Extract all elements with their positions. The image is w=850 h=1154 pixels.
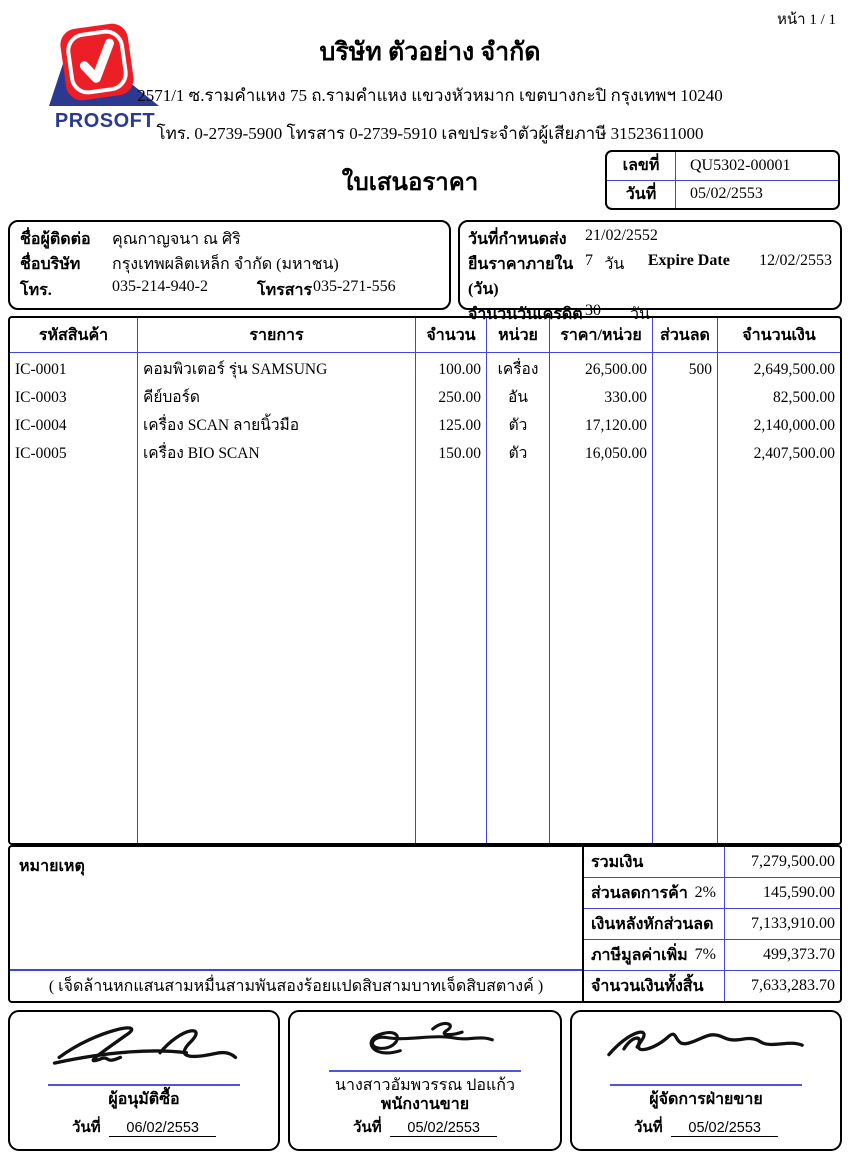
sales-manager-signature-icon	[591, 1015, 821, 1081]
column-qty	[416, 353, 487, 843]
item-price: 17,120.00	[585, 417, 647, 434]
signature-rule-line	[610, 1084, 802, 1087]
logo-wordmark: PROSOFT	[54, 110, 156, 132]
column-code	[10, 353, 138, 843]
item-code: IC-0003	[15, 389, 67, 406]
customer-company-value: กรุงเทพผลิตเหล็ก จำกัด (มหาชน)	[112, 256, 339, 274]
item-price: 26,500.00	[585, 361, 647, 378]
notes-area	[10, 847, 582, 1001]
item-unit: เครื่อง	[497, 361, 539, 378]
approver-signature-icon	[39, 1015, 249, 1081]
credit-days-label: จำนวนวันเครดิต	[468, 306, 583, 323]
document-number-value: QU5302-00001	[690, 156, 791, 174]
column-discount	[653, 353, 718, 843]
delivery-date-value: 21/02/2552	[585, 227, 658, 244]
terms-info-box	[458, 220, 842, 323]
amount-in-words: ( เจ็ดล้านหกแสนสามหมื่นสามพันสองร้อยแปดสิบสามบาทเจ็ดสิบสตางค์ )	[10, 969, 582, 1001]
col-header-discount: ส่วนลด	[653, 318, 718, 352]
col-header-qty: จำนวน	[416, 318, 487, 352]
total-row-subtotal	[584, 847, 840, 877]
after-discount-label: เงินหลังหักส่วนลด	[591, 915, 714, 933]
col-header-code: รหัสสินค้า	[10, 318, 138, 352]
customer-company-row	[10, 252, 449, 277]
item-amount: 2,649,500.00	[753, 361, 835, 378]
document-title: ใบเสนอราคา	[341, 170, 479, 196]
item-discount	[653, 412, 717, 440]
summary-section	[8, 845, 842, 1003]
item-qty: 100.00	[438, 361, 481, 378]
column-unit	[487, 353, 550, 843]
subtotal-label: รวมเงิน	[591, 853, 644, 871]
total-row-after-discount	[584, 908, 840, 939]
signature-image	[591, 1012, 821, 1084]
column-price	[550, 353, 653, 843]
item-description: คอมพิวเตอร์ รุ่น SAMSUNG	[143, 361, 328, 378]
item-code: IC-0004	[15, 417, 67, 434]
credit-unit: วัน	[630, 306, 650, 323]
column-amount	[718, 353, 840, 843]
subtotal-value: 7,279,500.00	[724, 847, 840, 877]
customer-company-label: ชื่อบริษัท	[20, 256, 81, 274]
item-unit: ตัว	[508, 445, 528, 462]
grand-total-label: จำนวนเงินทั้งสิ้น	[591, 977, 704, 995]
document-date-row	[607, 180, 838, 209]
item-qty: 125.00	[438, 417, 481, 434]
item-code: IC-0001	[15, 361, 67, 378]
item-qty: 150.00	[438, 445, 481, 462]
item-price: 330.00	[604, 389, 647, 406]
validity-days-value: 7	[585, 252, 593, 269]
signature-box-sales-staff	[288, 1010, 562, 1151]
trade-discount-value: 145,590.00	[724, 878, 840, 908]
item-amount: 2,407,500.00	[753, 445, 835, 462]
signature-date-value: 05/02/2553	[671, 1120, 778, 1137]
signature-rule-line	[329, 1070, 521, 1073]
vat-pct: 7%	[694, 946, 716, 963]
signature-image	[315, 1012, 535, 1070]
item-amount: 2,140,000.00	[753, 417, 835, 434]
document-date-label: วันที่	[607, 181, 676, 209]
signature-name: นางสาวอัมพวรรณ ปอแก้ว	[335, 1077, 515, 1094]
contact-name-value: คุณกาญจนา ณ ศิริ	[112, 231, 241, 249]
item-description: คีย์บอร์ด	[143, 389, 200, 406]
notes-label: หมายเหตุ	[19, 858, 85, 875]
signature-role: พนักงานขาย	[380, 1096, 470, 1113]
after-discount-value: 7,133,910.00	[724, 909, 840, 939]
items-table-body	[10, 353, 840, 843]
document-number-box	[605, 150, 840, 210]
signature-date-row	[72, 1115, 216, 1139]
validity-label: ยืนราคาภายใน (วัน)	[468, 256, 574, 298]
customer-contact-row	[10, 227, 449, 252]
signature-section	[8, 1010, 842, 1151]
item-amount: 82,500.00	[773, 389, 835, 406]
trade-discount-pct: 2%	[694, 884, 716, 901]
item-discount	[653, 440, 717, 468]
signature-role: ผู้จัดการฝ่ายขาย	[649, 1091, 763, 1108]
total-row-vat	[584, 939, 840, 970]
signature-date-row	[353, 1115, 497, 1139]
item-description: เครื่อง BIO SCAN	[143, 445, 260, 462]
signature-date-value: 05/02/2553	[390, 1120, 497, 1137]
signature-rule-line	[48, 1084, 240, 1087]
customer-phone-row	[10, 278, 449, 303]
col-header-unit: หน่วย	[487, 318, 550, 352]
grand-total-value: 7,633,283.70	[724, 971, 840, 1001]
validity-row	[460, 252, 840, 302]
col-header-price: ราคา/หน่วย	[550, 318, 653, 352]
item-qty: 250.00	[438, 389, 481, 406]
signature-role: ผู้อนุมัติซื้อ	[108, 1091, 180, 1108]
contact-name-label: ชื่อผู้ติดต่อ	[20, 231, 91, 249]
signature-box-purchase-approver	[8, 1010, 280, 1151]
fax-label: โทรสาร	[257, 281, 313, 299]
total-row-discount	[584, 877, 840, 908]
phone-label: โทร.	[20, 281, 52, 299]
phone-value: 035-214-940-2	[112, 277, 208, 295]
item-unit: อัน	[508, 389, 528, 406]
sales-staff-signature-icon	[315, 1012, 535, 1070]
page-number: หน้า 1 / 1	[777, 12, 836, 28]
expire-date-label: Expire Date	[647, 252, 730, 269]
company-header	[90, 32, 770, 147]
totals-panel	[582, 847, 840, 1001]
fax-value: 035-271-556	[313, 277, 396, 295]
signature-date-label: วันที่	[634, 1120, 663, 1136]
item-description: เครื่อง SCAN ลายนิ้วมือ	[143, 417, 300, 434]
item-discount	[653, 384, 717, 412]
signature-date-label: วันที่	[72, 1120, 101, 1136]
item-code: IC-0005	[15, 445, 67, 462]
document-number-row	[607, 152, 838, 180]
items-table	[8, 316, 842, 845]
item-price: 16,050.00	[585, 445, 647, 462]
signature-box-sales-manager	[570, 1010, 842, 1151]
col-header-amount: จำนวนเงิน	[742, 326, 816, 344]
trade-discount-label: ส่วนลดการค้า	[591, 884, 688, 902]
vat-label: ภาษีมูลค่าเพิ่ม	[591, 946, 688, 964]
column-description	[138, 353, 416, 843]
document-date-value: 05/02/2553	[690, 185, 763, 203]
signature-date-row	[634, 1115, 778, 1139]
delivery-date-row	[460, 227, 840, 252]
signature-date-value: 06/02/2553	[109, 1120, 216, 1137]
signature-date-label: วันที่	[353, 1120, 382, 1136]
credit-days-value: 30	[585, 302, 601, 319]
signature-image	[39, 1012, 249, 1084]
item-discount: 500	[688, 361, 712, 378]
vat-value: 499,373.70	[724, 940, 840, 970]
col-header-description: รายการ	[138, 318, 416, 352]
validity-unit: วัน	[604, 256, 625, 273]
company-address: 2571/1 ซ.รามคำแหง 75 ถ.รามคำแหง แขวงหัวหมาก เขตบางกะปิ กรุงเทพฯ 10240	[137, 86, 723, 105]
expire-date-value: 12/02/2553	[759, 252, 832, 269]
item-unit: ตัว	[508, 417, 528, 434]
total-row-grand-total	[584, 970, 840, 1001]
customer-info-box	[8, 220, 451, 310]
company-contact: โทร. 0-2739-5900 โทรสาร 0-2739-5910 เลขประจำตัวผู้เสียภาษี 31523611000	[156, 124, 704, 143]
company-name: บริษัท ตัวอย่าง จำกัด	[319, 39, 541, 66]
delivery-date-label: วันที่กำหนดส่ง	[468, 231, 567, 248]
items-table-header	[10, 318, 840, 353]
document-number-label: เลขที่	[607, 152, 676, 180]
